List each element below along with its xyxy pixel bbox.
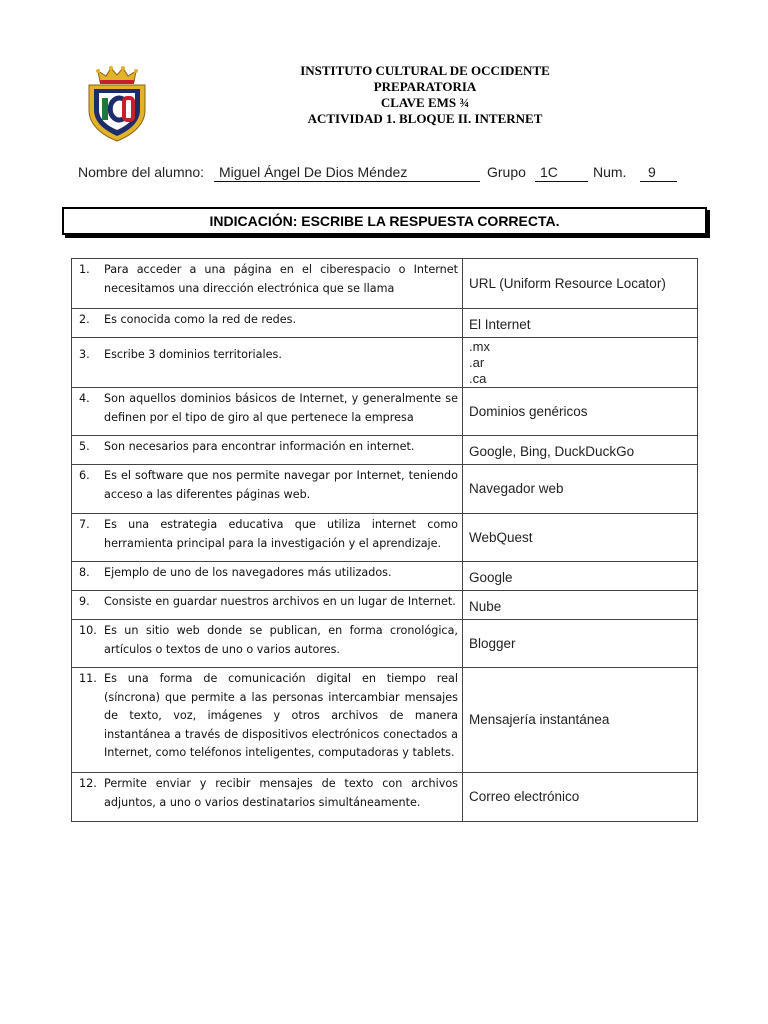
question-number: 9. — [79, 595, 90, 608]
answer-cell[interactable] — [463, 338, 698, 388]
answer-cell[interactable]: Google — [463, 562, 698, 591]
header-activity: ACTIVIDAD 1. BLOQUE II. INTERNET — [307, 111, 543, 126]
questions-table — [71, 258, 698, 822]
question-cell — [72, 620, 463, 668]
table-row — [72, 668, 698, 773]
table-row — [72, 620, 698, 668]
answer-line: .ar — [469, 354, 485, 370]
table-row — [72, 591, 698, 620]
crest-icon — [86, 66, 148, 142]
answer-cell[interactable]: Google, Bing, DuckDuckGo — [463, 436, 698, 465]
table-row — [72, 309, 698, 338]
school-logo — [86, 66, 148, 142]
table-row — [72, 562, 698, 591]
question-number: 1. — [79, 263, 90, 276]
question-cell — [72, 668, 463, 773]
question-number: 6. — [79, 469, 90, 482]
question-number: 10. — [79, 624, 97, 637]
question-cell — [72, 309, 463, 338]
answer-cell[interactable]: Nube — [463, 591, 698, 620]
question-number: 12. — [79, 777, 97, 790]
table-row — [72, 388, 698, 436]
answer-cell[interactable]: URL (Uniform Resource Locator) — [463, 259, 698, 309]
question-number: 7. — [79, 518, 90, 531]
header-clave: CLAVE EMS ¾ — [380, 95, 470, 110]
answer-cell[interactable]: Blogger — [463, 620, 698, 668]
table-row — [72, 436, 698, 465]
table-row — [72, 514, 698, 562]
question-text: Es un sitio web donde se publican, en forma cronológica, artículos o textos de uno o varios autores. — [104, 624, 458, 656]
question-number: 3. — [79, 348, 90, 361]
question-text: Escribe 3 dominios territoriales. — [104, 348, 282, 361]
question-cell — [72, 465, 463, 514]
question-text: Para acceder a una página en el ciberespacio o Internet necesitamos una dirección electrónica que se llama — [104, 263, 458, 295]
student-name-label: Nombre del alumno: — [78, 164, 205, 180]
question-text: Es una forma de comunicación digital en tiempo real (síncrona) que permite a las personas intercambiar mensajes de texto, voz, imágenes y otros archivos de manera instantánea a través de dispositivos electrónicos conectados a Internet, como teléfonos inteligentes, computadoras y tablets. — [104, 672, 458, 759]
question-number: 4. — [79, 392, 90, 405]
header-level: PREPARATORIA — [373, 79, 477, 94]
question-cell — [72, 338, 463, 388]
student-name-field[interactable]: Miguel Ángel De Dios Méndez — [214, 164, 480, 182]
answer-cell[interactable]: Correo electrónico — [463, 773, 698, 822]
question-text: Consiste en guardar nuestros archivos en un lugar de Internet. — [104, 595, 456, 608]
question-cell — [72, 259, 463, 309]
question-cell — [72, 562, 463, 591]
question-text: Es el software que nos permite navegar por Internet, teniendo acceso a las diferentes páginas web. — [104, 469, 458, 501]
answer-cell[interactable]: Dominios genéricos — [463, 388, 698, 436]
answer-line: .mx — [469, 338, 490, 354]
group-field[interactable]: 1C — [535, 164, 588, 182]
student-info-row — [0, 164, 768, 186]
question-number: 11. — [79, 672, 97, 685]
document-header — [190, 63, 660, 127]
table-row — [72, 465, 698, 514]
question-number: 2. — [79, 313, 90, 326]
question-cell — [72, 388, 463, 436]
question-number: 5. — [79, 440, 90, 453]
question-number: 8. — [79, 566, 90, 579]
table-row — [72, 259, 698, 309]
group-label: Grupo — [487, 164, 526, 180]
question-cell — [72, 436, 463, 465]
table-row — [72, 338, 698, 388]
question-text: Es una estrategia educativa que utiliza internet como herramienta principal para la investigación y el aprendizaje. — [104, 518, 458, 550]
question-cell — [72, 591, 463, 620]
question-cell — [72, 773, 463, 822]
question-text: Permite enviar y recibir mensajes de texto con archivos adjuntos, a uno o varios destinatarios simultáneamente. — [104, 777, 458, 809]
number-label: Num. — [593, 164, 627, 180]
instruction-box: INDICACIÓN: ESCRIBE LA RESPUESTA CORRECTA. — [62, 207, 707, 235]
answer-line: .ca — [469, 370, 487, 386]
question-cell — [72, 514, 463, 562]
question-text: Es conocida como la red de redes. — [104, 313, 297, 326]
number-field[interactable]: 9 — [640, 164, 677, 182]
answer-cell[interactable]: El Internet — [463, 309, 698, 338]
answer-cell[interactable]: Navegador web — [463, 465, 698, 514]
question-text: Son aquellos dominios básicos de Internet, y generalmente se definen por el tipo de giro al que pertenece la empresa — [104, 392, 458, 424]
table-row — [72, 773, 698, 822]
answer-cell[interactable]: WebQuest — [463, 514, 698, 562]
question-text: Son necesarios para encontrar información en internet. — [104, 440, 415, 453]
header-institution: INSTITUTO CULTURAL DE OCCIDENTE — [300, 63, 550, 78]
answer-cell[interactable]: Mensajería instantánea — [463, 668, 698, 773]
question-text: Ejemplo de uno de los navegadores más utilizados. — [104, 566, 392, 579]
